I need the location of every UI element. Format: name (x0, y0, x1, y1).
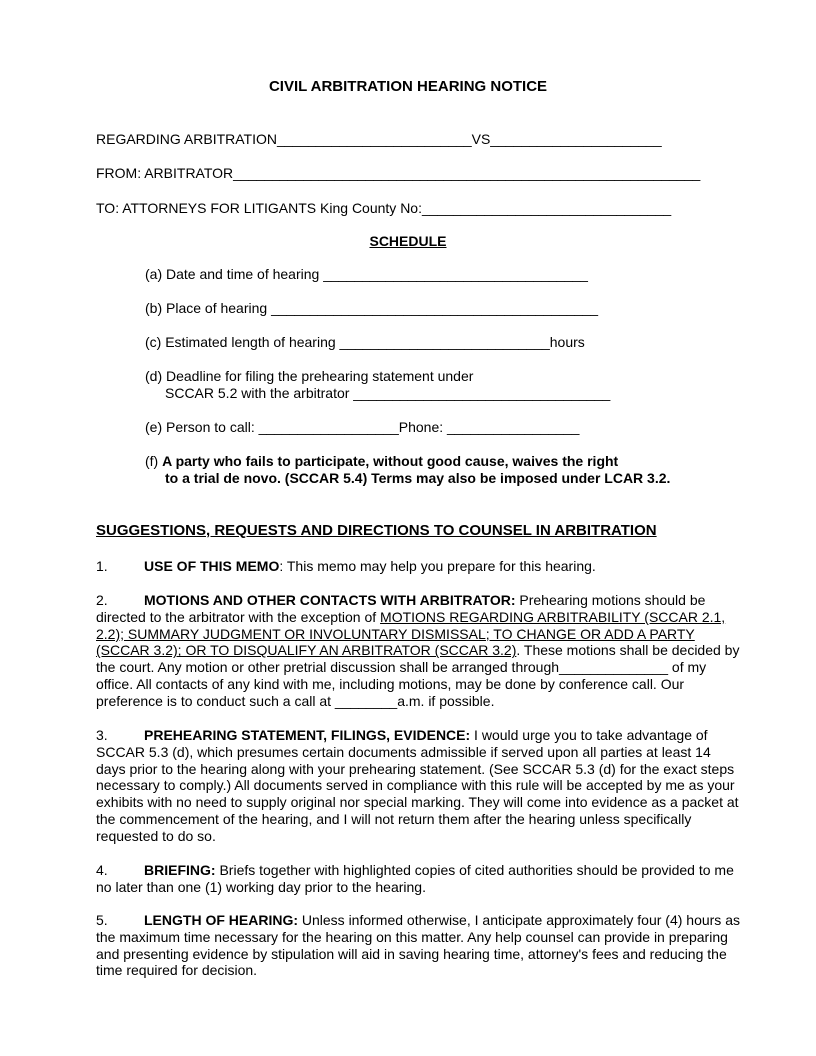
item-number: 5. (96, 912, 108, 928)
item-text: : This memo may help you prepare for this hearing. (279, 558, 596, 574)
regarding-arbitration-line: REGARDING ARBITRATION_________________________VS______________________ (96, 131, 662, 147)
item-prehearing (96, 727, 744, 845)
schedule-item-warning (145, 453, 618, 469)
item-number: 2. (96, 592, 108, 608)
schedule-item-place: (b) Place of hearing __________________________________________ (145, 300, 599, 316)
schedule-item-warning-text: A party who fails to participate, without good cause, waives the right (162, 453, 619, 469)
schedule-item-person-phone: (e) Person to call: __________________Phone: _________________ (145, 419, 580, 435)
item-heading: LENGTH OF HEARING: (144, 912, 298, 928)
item-number: 4. (96, 862, 108, 878)
item-text: Briefs together with highlighted copies of cited authorities should be provided to me no later than one (1) working day prior to the hearing. (96, 862, 734, 895)
item-text: Prehearing motions should be directed to the arbitrator with the exception of (96, 592, 706, 625)
item-length-of-hearing (96, 912, 744, 979)
schedule-heading: SCHEDULE (369, 233, 447, 249)
item-use-of-memo (96, 558, 744, 575)
item-heading: PREHEARING STATEMENT, FILINGS, EVIDENCE: (144, 727, 471, 743)
item-heading: BRIEFING: (144, 862, 216, 878)
item-heading: USE OF THIS MEMO (144, 558, 280, 574)
to-attorneys-line: TO: ATTORNEYS FOR LITIGANTS King County No:________________________________ (96, 200, 672, 216)
section-heading: SUGGESTIONS, REQUESTS AND DIRECTIONS TO COUNSEL IN ARBITRATION (96, 522, 657, 539)
schedule-item-deadline: (d) Deadline for filing the prehearing statement under (145, 368, 474, 384)
item-motions (96, 592, 744, 710)
item-number: 1. (96, 558, 108, 574)
from-arbitrator-line: FROM: ARBITRATOR____________________________________________________________ (96, 165, 701, 181)
schedule-item-length: (c) Estimated length of hearing ___________________________hours (145, 334, 585, 350)
item-briefing (96, 862, 744, 896)
item-text-cont: . These motions shall be decided by the court. Any motion or other pretrial discussion shall be arranged through______________ of my office. All contacts of any kind with me, including motions, may be done by conference call. Our preference is to conduct such a call at ________a.m. if possible. (96, 642, 740, 709)
schedule-item-warning-prefix: (f) (145, 453, 163, 469)
document-title: CIVIL ARBITRATION HEARING NOTICE (268, 78, 548, 95)
item-underlined-text: MOTIONS REGARDING ARBITRABILITY (SCCAR 2.1, 2.2); SUMMARY JUDGMENT OR INVOLUNTARY DISMISSAL; TO CHANGE OR ADD A PARTY (SCCAR 3.2); OR TO DISQUALIFY AN ARBITRATOR (SCCAR 3.2) (96, 608, 726, 659)
item-number: 3. (96, 727, 108, 743)
item-text: I would urge you to take advantage of SCCAR 5.3 (d), which presumes certain documents admissible if served upon all parties at least 14 days prior to the hearing along with your prehearing statement. (See SCCAR 5.3 (d) for the exact steps necessary to comply.) All documents served in compliance with this rule will be accepted by me as your exhibits with no need to supply original nor special marking. They will come into evidence as a packet at the commencement of the hearing, and I will not return them after the hearing unless specifically requested to do so. (96, 727, 739, 844)
schedule-item-deadline-cont: SCCAR 5.2 with the arbitrator _________________________________ (165, 385, 611, 401)
schedule-item-warning-cont: to a trial de novo. (SCCAR 5.4) Terms may also be imposed under LCAR 3.2. (165, 470, 671, 486)
schedule-item-date-time: (a) Date and time of hearing __________________________________ (145, 266, 588, 282)
item-text: Unless informed otherwise, I anticipate approximately four (4) hours as the maximum time necessary for the hearing on this matter. Any help counsel can provide in preparing and presenting evidence by stipulation will aid in saving hearing time, attorney's fees and reducing the time required for decision. (96, 912, 740, 979)
item-heading: MOTIONS AND OTHER CONTACTS WITH ARBITRATOR: (144, 592, 516, 608)
